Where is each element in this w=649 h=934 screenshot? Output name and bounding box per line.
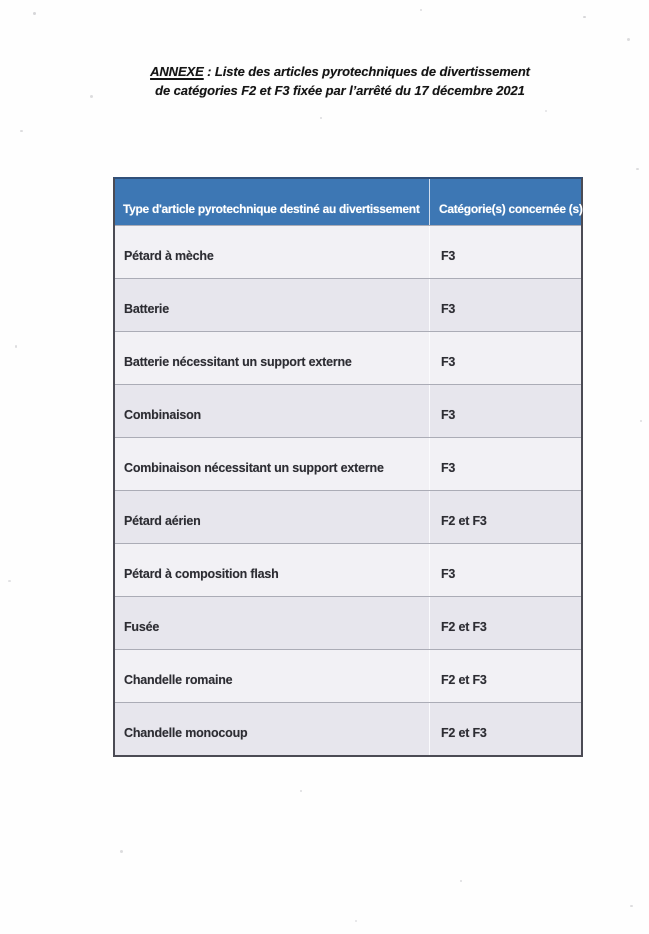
- cell-category: F2 et F3: [429, 650, 581, 702]
- cell-type: Pétard aérien: [124, 513, 201, 528]
- pyrotechnics-table: [113, 177, 583, 757]
- annex-title-line1: [60, 62, 620, 81]
- cell-type: Chandelle monocoup: [124, 725, 248, 740]
- cell-type: Batterie: [124, 301, 169, 316]
- table-row: [115, 331, 581, 384]
- cell-type: Batterie nécessitant un support externe: [124, 354, 352, 369]
- table-row: [115, 649, 581, 702]
- cell-category: F3: [429, 385, 581, 437]
- header-cell-category: Catégorie(s) concernée (s): [429, 179, 581, 225]
- cell-category: F3: [429, 279, 581, 331]
- cell-category: F3: [429, 226, 581, 278]
- annex-title: [60, 62, 620, 100]
- table-row: [115, 702, 581, 755]
- cell-category: F2 et F3: [429, 597, 581, 649]
- cell-category: F3: [429, 544, 581, 596]
- table-row: [115, 384, 581, 437]
- table-row: [115, 490, 581, 543]
- annex-title-line1-rest: : Liste des articles pyrotechniques de divertissement: [203, 64, 530, 79]
- cell-type: Pétard à composition flash: [124, 566, 279, 581]
- cell-category: F2 et F3: [429, 491, 581, 543]
- table-row: [115, 543, 581, 596]
- table-row: [115, 437, 581, 490]
- header-cell-type: Type d'article pyrotechnique destiné au divertissement: [123, 201, 420, 216]
- annex-title-line2: de catégories F2 et F3 fixée par l’arrêté du 17 décembre 2021: [155, 83, 525, 98]
- cell-category: F3: [429, 438, 581, 490]
- table-row: [115, 278, 581, 331]
- cell-type: Pétard à mèche: [124, 248, 214, 263]
- table-row: [115, 225, 581, 278]
- table-row: [115, 596, 581, 649]
- annexe-label: ANNEXE: [150, 64, 204, 79]
- cell-type: Combinaison: [124, 407, 201, 422]
- cell-category: F3: [429, 332, 581, 384]
- cell-category: F2 et F3: [429, 703, 581, 755]
- table-header-row: [115, 179, 581, 225]
- cell-type: Chandelle romaine: [124, 672, 233, 687]
- cell-type: Combinaison nécessitant un support externe: [124, 460, 384, 475]
- cell-type: Fusée: [124, 619, 160, 634]
